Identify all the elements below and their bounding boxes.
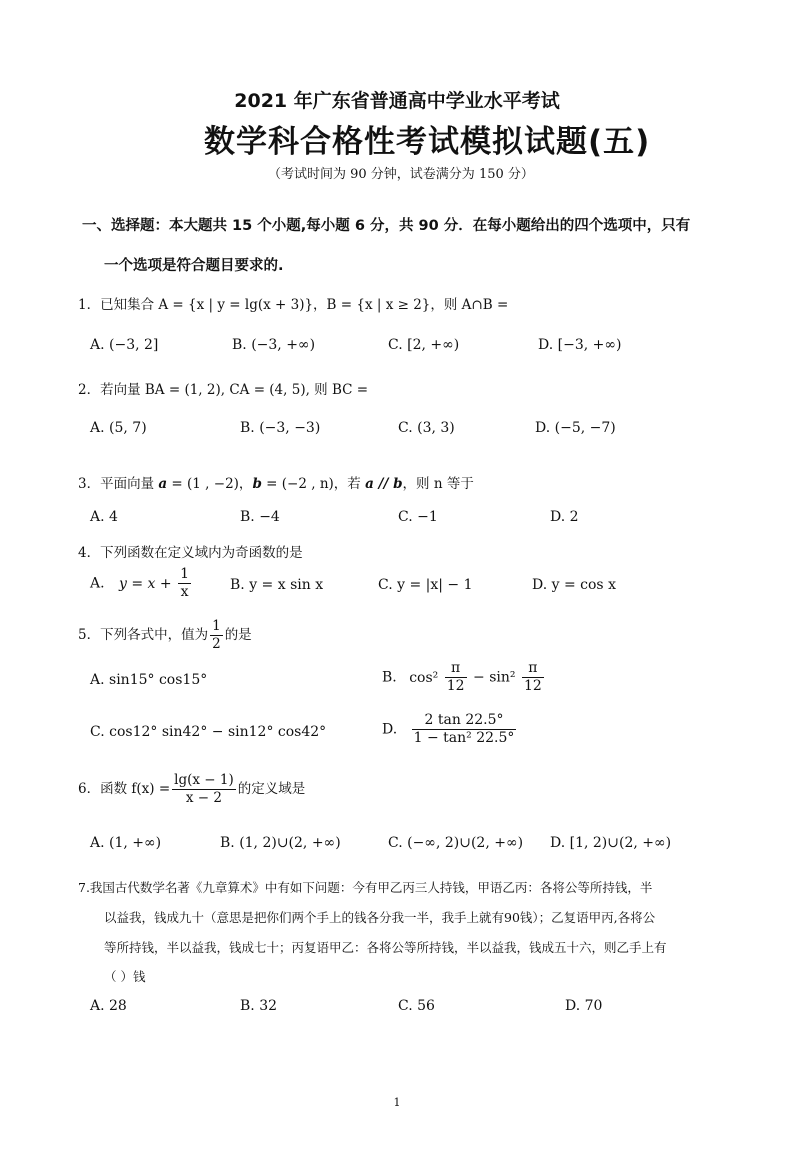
question-2-stem: 2．若向量 BA = (1, 2), CA = (4, 5), 则 BC = (78, 382, 369, 398)
question-7-option-c: C. 56 (398, 998, 435, 1014)
question-7-line1: 7.我国古代数学名著《九章算术》中有如下问题：今有甲乙丙三人持钱，甲语乙丙：各将公等所持钱，半 (78, 880, 653, 895)
question-5-stem (78, 618, 252, 653)
question-4-option-a (90, 566, 193, 601)
option-key: A. (90, 575, 105, 592)
cos-squared: cos² (409, 669, 439, 686)
question-5-option-d (382, 712, 518, 747)
fraction-numerator: 1 (180, 566, 190, 582)
section-heading-line1: 一、选择题：本大题共 15 个小题,每小题 6 分，共 90 分．在每小题给出的四个选项中，只有 (82, 218, 691, 234)
question-6-stem-part: 6．函数 f(x) = (78, 781, 171, 797)
question-1-stem: 1．已知集合 A = {x | y = lg(x + 3)}，B = {x | x ≥ 2}，则 A∩B = (78, 297, 509, 313)
question-4-stem: 4．下列函数在定义域内为奇函数的是 (78, 545, 303, 561)
exam-subtitle: （考试时间为 90 分钟，试卷满分为 150 分） (268, 167, 534, 182)
question-4-option-b: B. y = x sin x (230, 577, 324, 593)
fraction-numerator: π (522, 660, 544, 678)
fraction (445, 660, 467, 695)
question-6-option-b: B. (1, 2)∪(2, +∞) (220, 835, 341, 851)
question-7-option-a: A. 28 (90, 998, 127, 1014)
option-key: B. (382, 669, 397, 686)
question-3-option-c: C. −1 (398, 509, 438, 525)
question-7-line3: 等所持钱，半以益我，钱成七十；丙复语甲乙：各将公等所持钱，半以益我，钱成五十六，则乙手上有 (104, 940, 667, 955)
question-3-stem-part: = (−2 , n)，若 (261, 476, 366, 492)
question-5-option-b (382, 660, 546, 695)
option-key: D. (382, 721, 398, 738)
question-6-option-c: C. (−∞, 2)∪(2, +∞) (388, 835, 524, 851)
fraction-numerator: π (445, 660, 467, 678)
fraction-denominator: x − 2 (185, 790, 222, 806)
question-3-option-b: B. −4 (240, 509, 280, 525)
question-7-option-b: B. 32 (240, 998, 278, 1014)
parallel-condition: a // b (365, 476, 403, 492)
question-2-option-d: D. (−5, −7) (535, 420, 616, 436)
question-5-option-c: C. cos12° sin42° − sin12° cos42° (90, 724, 327, 740)
fraction-denominator: 2 (212, 636, 221, 652)
exam-title: 2021 年广东省普通高中学业水平考试 (234, 90, 560, 112)
fraction-numerator: 2 tan 22.5° (412, 712, 517, 730)
fraction-numerator: lg(x − 1) (174, 772, 234, 788)
option-a-expression: y = x + (119, 575, 172, 592)
fraction (210, 618, 223, 653)
fraction-denominator: 12 (523, 678, 542, 694)
question-6-option-a: A. (1, +∞) (90, 835, 162, 851)
question-4-option-c: C. y = |x| − 1 (378, 577, 473, 593)
fraction (522, 660, 544, 695)
question-3-option-d: D. 2 (550, 509, 579, 525)
fraction-denominator: 12 (446, 678, 465, 694)
question-5-stem-part: 5．下列各式中，值为 (78, 627, 209, 643)
question-4-option-d: D. y = cos x (532, 577, 616, 593)
vector-a: a (158, 476, 168, 492)
fraction (412, 712, 517, 747)
minus-sin-squared: − sin² (473, 669, 516, 686)
exam-subject-title: 数学科合格性考试模拟试题(五) (204, 124, 651, 160)
question-3-stem-part: = (1 , −2)， (167, 476, 253, 492)
question-6-stem-part: 的定义域是 (237, 781, 306, 797)
question-5-option-a: A. sin15° cos15° (90, 672, 208, 688)
question-3-stem-part: ，则 n 等于 (402, 476, 474, 492)
question-1-option-c: C. [2, +∞) (388, 337, 460, 353)
question-1-option-b: B. (−3, +∞) (232, 337, 316, 353)
question-2-option-a: A. (5, 7) (90, 420, 147, 436)
question-6-stem (78, 772, 305, 807)
question-5-stem-part: 的是 (224, 627, 252, 643)
question-6-option-d: D. [1, 2)∪(2, +∞) (550, 835, 672, 851)
vector-b: b (252, 476, 262, 492)
fraction (178, 566, 191, 601)
question-7-line2: 以益我，钱成九十（意思是把你们两个手上的钱各分我一半，我手上就有90钱）；乙复语甲丙,各将公 (104, 910, 656, 925)
page-number: 1 (393, 1096, 401, 1109)
question-7-line4: （ ）钱 (104, 969, 146, 984)
question-7-option-d: D. 70 (565, 998, 603, 1014)
section-heading-line2: 一个选项是符合题目要求的. (104, 258, 284, 274)
fraction-denominator: 1 − tan² 22.5° (413, 730, 515, 746)
question-2-option-b: B. (−3, −3) (240, 420, 321, 436)
question-3-stem (78, 472, 474, 492)
question-3-stem-part: 3．平面向量 (78, 476, 159, 492)
question-3-option-a: A. 4 (90, 509, 118, 525)
question-1-option-a: A. (−3, 2] (90, 337, 159, 353)
fraction-numerator: 1 (212, 618, 221, 634)
fraction-denominator: x (180, 584, 189, 600)
question-2-option-c: C. (3, 3) (398, 420, 455, 436)
fraction (172, 772, 236, 807)
question-1-option-d: D. [−3, +∞) (538, 337, 622, 353)
